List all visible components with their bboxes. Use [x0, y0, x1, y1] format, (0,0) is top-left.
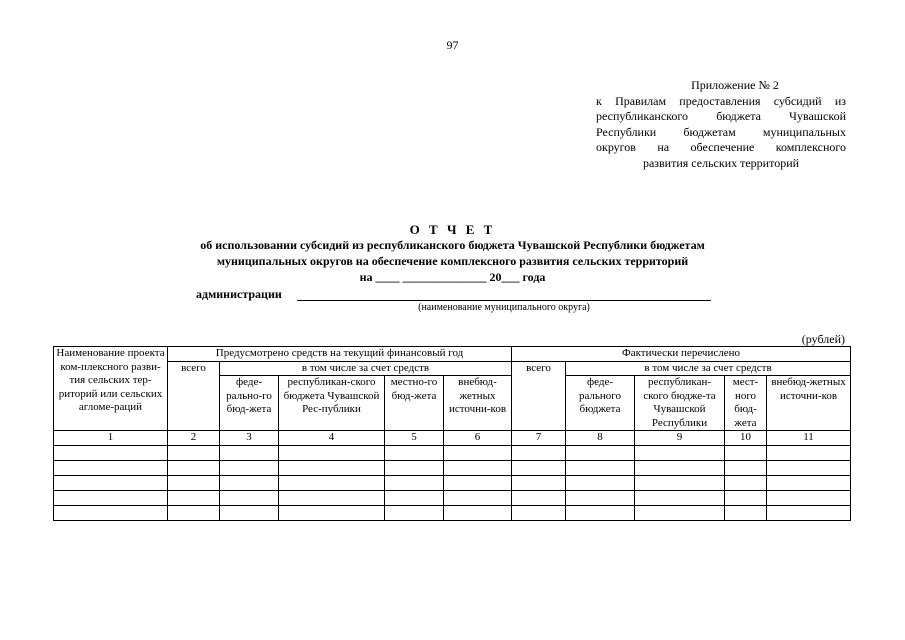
table-cell — [635, 461, 725, 476]
actual-extra: внебюд-жетных источни-ков — [767, 376, 851, 431]
table-cell — [725, 506, 767, 521]
table-cell — [279, 476, 385, 491]
table-cell — [168, 491, 220, 506]
table-cell — [566, 461, 635, 476]
planned-republic: республикан-ского бюджета Чувашской Рес-публики — [279, 376, 385, 431]
table-cell — [444, 446, 512, 461]
table-cell — [54, 506, 168, 521]
table-cell — [444, 461, 512, 476]
table-cell — [220, 461, 279, 476]
group-planned: Предусмотрено средств на текущий финансовый год — [168, 347, 512, 362]
planned-total: всего — [168, 361, 220, 431]
column-number: 11 — [767, 431, 851, 446]
table-cell — [512, 476, 566, 491]
table-cell — [220, 446, 279, 461]
table-cell — [767, 491, 851, 506]
table-cell — [512, 461, 566, 476]
appendix-line: Республики бюджетам муниципальных — [596, 124, 846, 139]
admin-hint: (наименование муниципального округа) — [418, 302, 590, 313]
report-period: на ____ ______________ 20___ года — [359, 270, 546, 284]
table-cell — [279, 506, 385, 521]
table-cell — [54, 476, 168, 491]
table-cell — [767, 476, 851, 491]
units-label: (рублей) — [801, 332, 845, 346]
table-cell — [767, 506, 851, 521]
table-cell — [385, 476, 444, 491]
admin-label: администрации — [196, 287, 282, 301]
table-cell — [54, 461, 168, 476]
column-number: 9 — [635, 431, 725, 446]
table-cell — [279, 491, 385, 506]
col-project-name: Наименование проекта ком-плексного разви-тия сельских тер-риторий или сельских агломе-раций — [54, 347, 168, 431]
report-subtitle-line: муниципальных округов на обеспечение комплексного развития сельских территорий — [216, 253, 689, 268]
admin-fill-line — [297, 300, 711, 301]
table-cell — [725, 491, 767, 506]
table-cell — [635, 476, 725, 491]
planned-local: местно-го бюд-жета — [385, 376, 444, 431]
planned-incl: в том числе за счет средств — [220, 361, 512, 376]
appendix-line: развития сельских территорий — [642, 155, 800, 170]
table-cell — [220, 491, 279, 506]
table-cell — [168, 461, 220, 476]
group-actual: Фактически перечислено — [512, 347, 851, 362]
table-cell — [220, 506, 279, 521]
actual-total: всего — [512, 361, 566, 431]
table-cell — [767, 461, 851, 476]
table-row — [54, 491, 851, 506]
table-cell — [444, 491, 512, 506]
table-cell — [220, 476, 279, 491]
table-row — [54, 446, 851, 461]
table-cell — [725, 476, 767, 491]
column-number: 6 — [444, 431, 512, 446]
table-cell — [635, 491, 725, 506]
table-cell — [512, 446, 566, 461]
column-number: 2 — [168, 431, 220, 446]
table-cell — [168, 506, 220, 521]
table-cell — [635, 506, 725, 521]
table-cell — [385, 491, 444, 506]
table-cell — [385, 461, 444, 476]
table-row — [54, 476, 851, 491]
appendix-block — [596, 78, 846, 171]
column-number: 5 — [385, 431, 444, 446]
report-subtitle — [100, 238, 805, 269]
appendix-line: округов на обеспечение комплексного — [596, 140, 846, 154]
report-subtitle-line: об использовании субсидий из республиканского бюджета Чувашской Республики бюджетам — [200, 238, 705, 252]
table-cell — [512, 491, 566, 506]
table-cell — [566, 446, 635, 461]
report-table — [53, 346, 851, 521]
table-cell — [444, 476, 512, 491]
column-number: 8 — [566, 431, 635, 446]
table-cell — [566, 476, 635, 491]
planned-federal: феде-рально-го бюд-жета — [220, 376, 279, 431]
table-cell — [566, 491, 635, 506]
table-cell — [725, 446, 767, 461]
column-number: 1 — [54, 431, 168, 446]
appendix-title: Приложение № 2 — [691, 78, 779, 92]
table-cell — [725, 461, 767, 476]
actual-local: мест-ного бюд-жета — [725, 376, 767, 431]
table-row — [54, 506, 851, 521]
table-cell — [168, 476, 220, 491]
actual-republic: республикан-ского бюдже-та Чувашской Республики — [635, 376, 725, 431]
column-number: 4 — [279, 431, 385, 446]
appendix-line: республиканского бюджета Чувашской — [596, 109, 846, 123]
report-title: О Т Ч Е Т — [409, 222, 496, 237]
column-numbers-row — [54, 431, 851, 446]
actual-incl: в том числе за счет средств — [566, 361, 851, 376]
table-cell — [168, 446, 220, 461]
planned-extra: внебюд-жетных источни-ков — [444, 376, 512, 431]
table-cell — [54, 446, 168, 461]
appendix-line: к Правилам предоставления субсидий из — [596, 93, 846, 108]
column-number: 7 — [512, 431, 566, 446]
page-number: 97 — [446, 38, 459, 52]
actual-federal: феде-рального бюджета — [566, 376, 635, 431]
table-cell — [54, 491, 168, 506]
column-number: 3 — [220, 431, 279, 446]
column-number: 10 — [725, 431, 767, 446]
table-cell — [767, 446, 851, 461]
table-cell — [444, 506, 512, 521]
table-row — [54, 461, 851, 476]
table-cell — [566, 506, 635, 521]
table-cell — [385, 506, 444, 521]
table-cell — [279, 446, 385, 461]
table-cell — [512, 506, 566, 521]
table-cell — [635, 446, 725, 461]
table-cell — [279, 461, 385, 476]
table-cell — [385, 446, 444, 461]
